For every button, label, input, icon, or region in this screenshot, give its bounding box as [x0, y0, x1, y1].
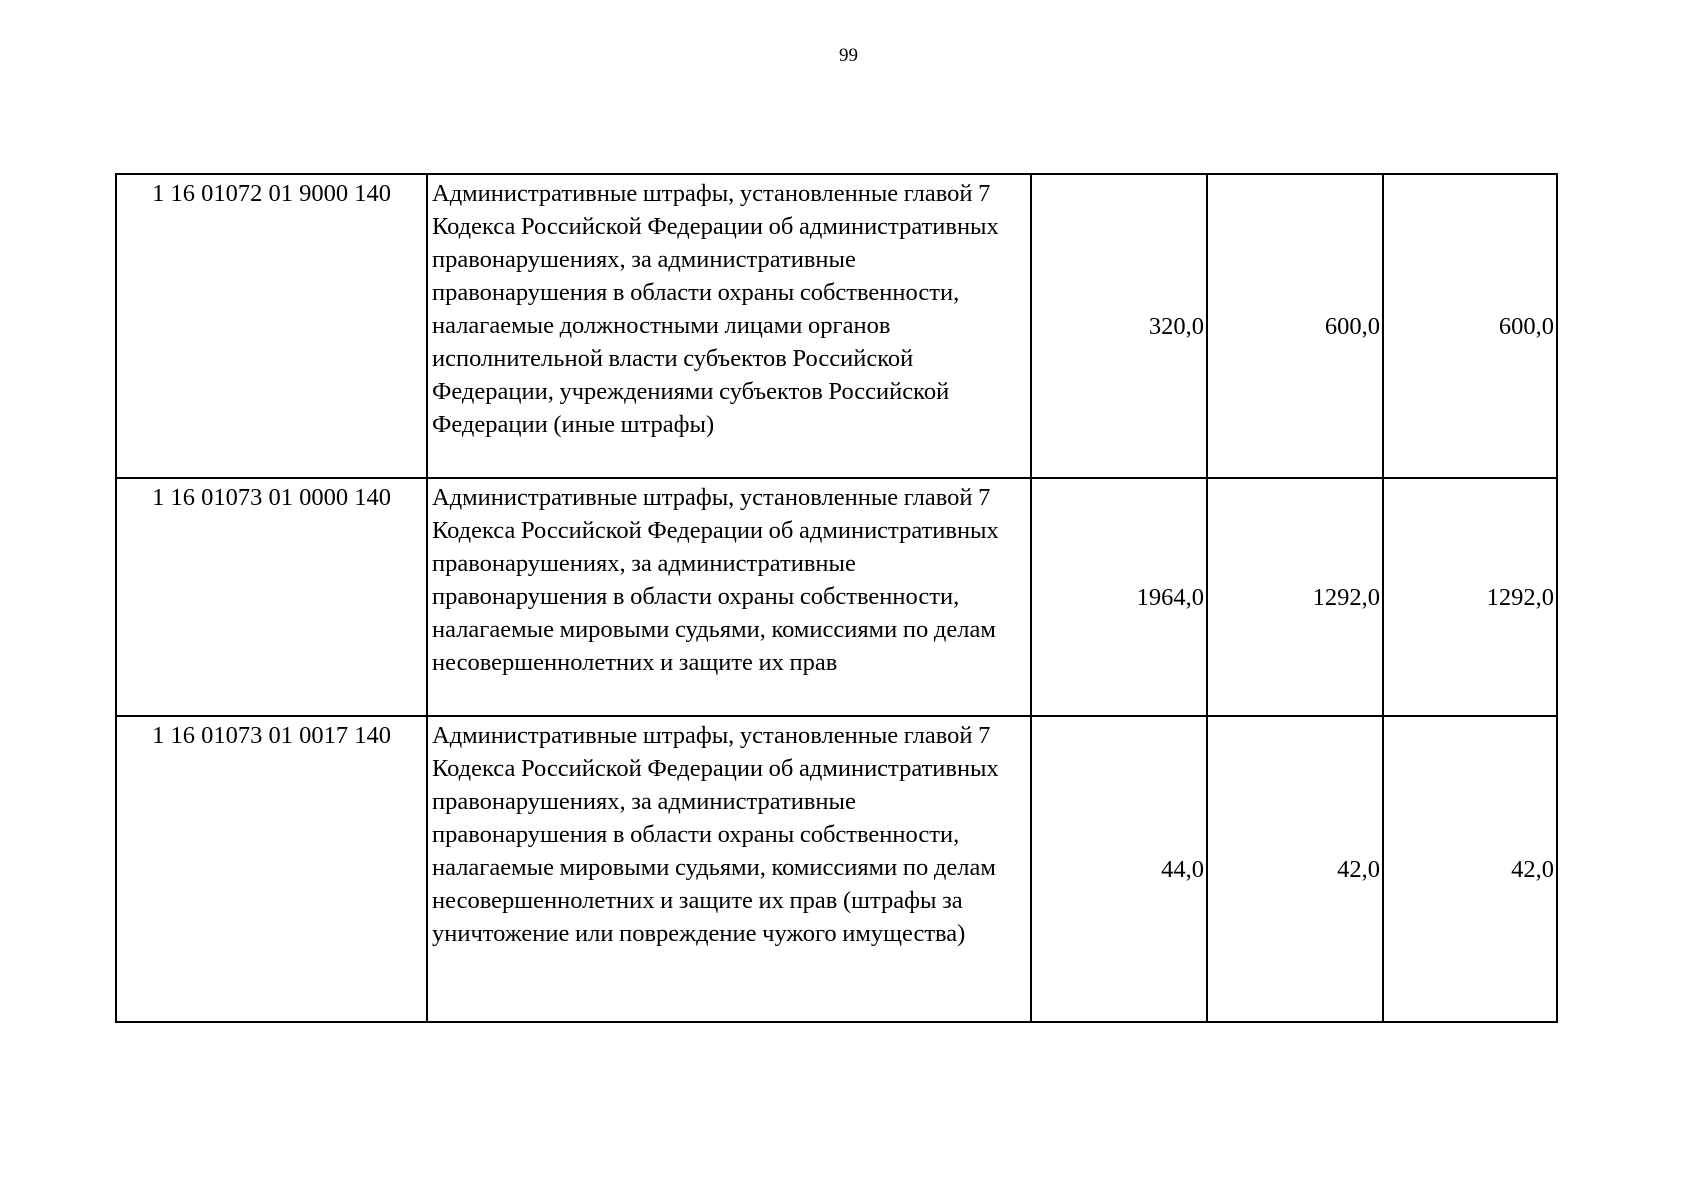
- table-row: [116, 174, 1557, 478]
- value-cell-3: 600,0: [1383, 174, 1557, 478]
- value-cell-3: 42,0: [1383, 716, 1557, 1022]
- value-cell-1: 44,0: [1031, 716, 1207, 1022]
- description-text: Административные штрафы, установленные главой 7 Кодекса Российской Федерации об административных правонарушениях, за административные правонарушения в области охраны собственности, налагаемые должностными лицами органов исполнительной власти субъектов Российской Федерации, учреждениями субъектов Российской Федерации (иные штрафы): [432, 180, 999, 438]
- budget-code-cell: 1 16 01072 01 9000 140: [116, 174, 427, 478]
- budget-table: [115, 173, 1558, 1023]
- page-number: 99: [839, 45, 858, 66]
- table-row: [116, 478, 1557, 716]
- description-cell: [427, 716, 1031, 1022]
- description-cell: [427, 478, 1031, 716]
- budget-code-cell: 1 16 01073 01 0017 140: [116, 716, 427, 1022]
- description-text: Административные штрафы, установленные главой 7 Кодекса Российской Федерации об административных правонарушениях, за административные правонарушения в области охраны собственности, налагаемые мировыми судьями, комиссиями по делам несовершеннолетних и защите их прав (штрафы за уничтожение или повреждение чужого имущества): [432, 722, 999, 947]
- description-cell: [427, 174, 1031, 478]
- value-cell-2: 1292,0: [1207, 478, 1383, 716]
- table-row: [116, 716, 1557, 1022]
- description-text: Административные штрафы, установленные главой 7 Кодекса Российской Федерации об административных правонарушениях, за административные правонарушения в области охраны собственности, налагаемые мировыми судьями, комиссиями по делам несовершеннолетних и защите их прав: [432, 484, 999, 676]
- value-cell-1: 320,0: [1031, 174, 1207, 478]
- budget-code-cell: 1 16 01073 01 0000 140: [116, 478, 427, 716]
- value-cell-1: 1964,0: [1031, 478, 1207, 716]
- value-cell-2: 42,0: [1207, 716, 1383, 1022]
- value-cell-2: 600,0: [1207, 174, 1383, 478]
- value-cell-3: 1292,0: [1383, 478, 1557, 716]
